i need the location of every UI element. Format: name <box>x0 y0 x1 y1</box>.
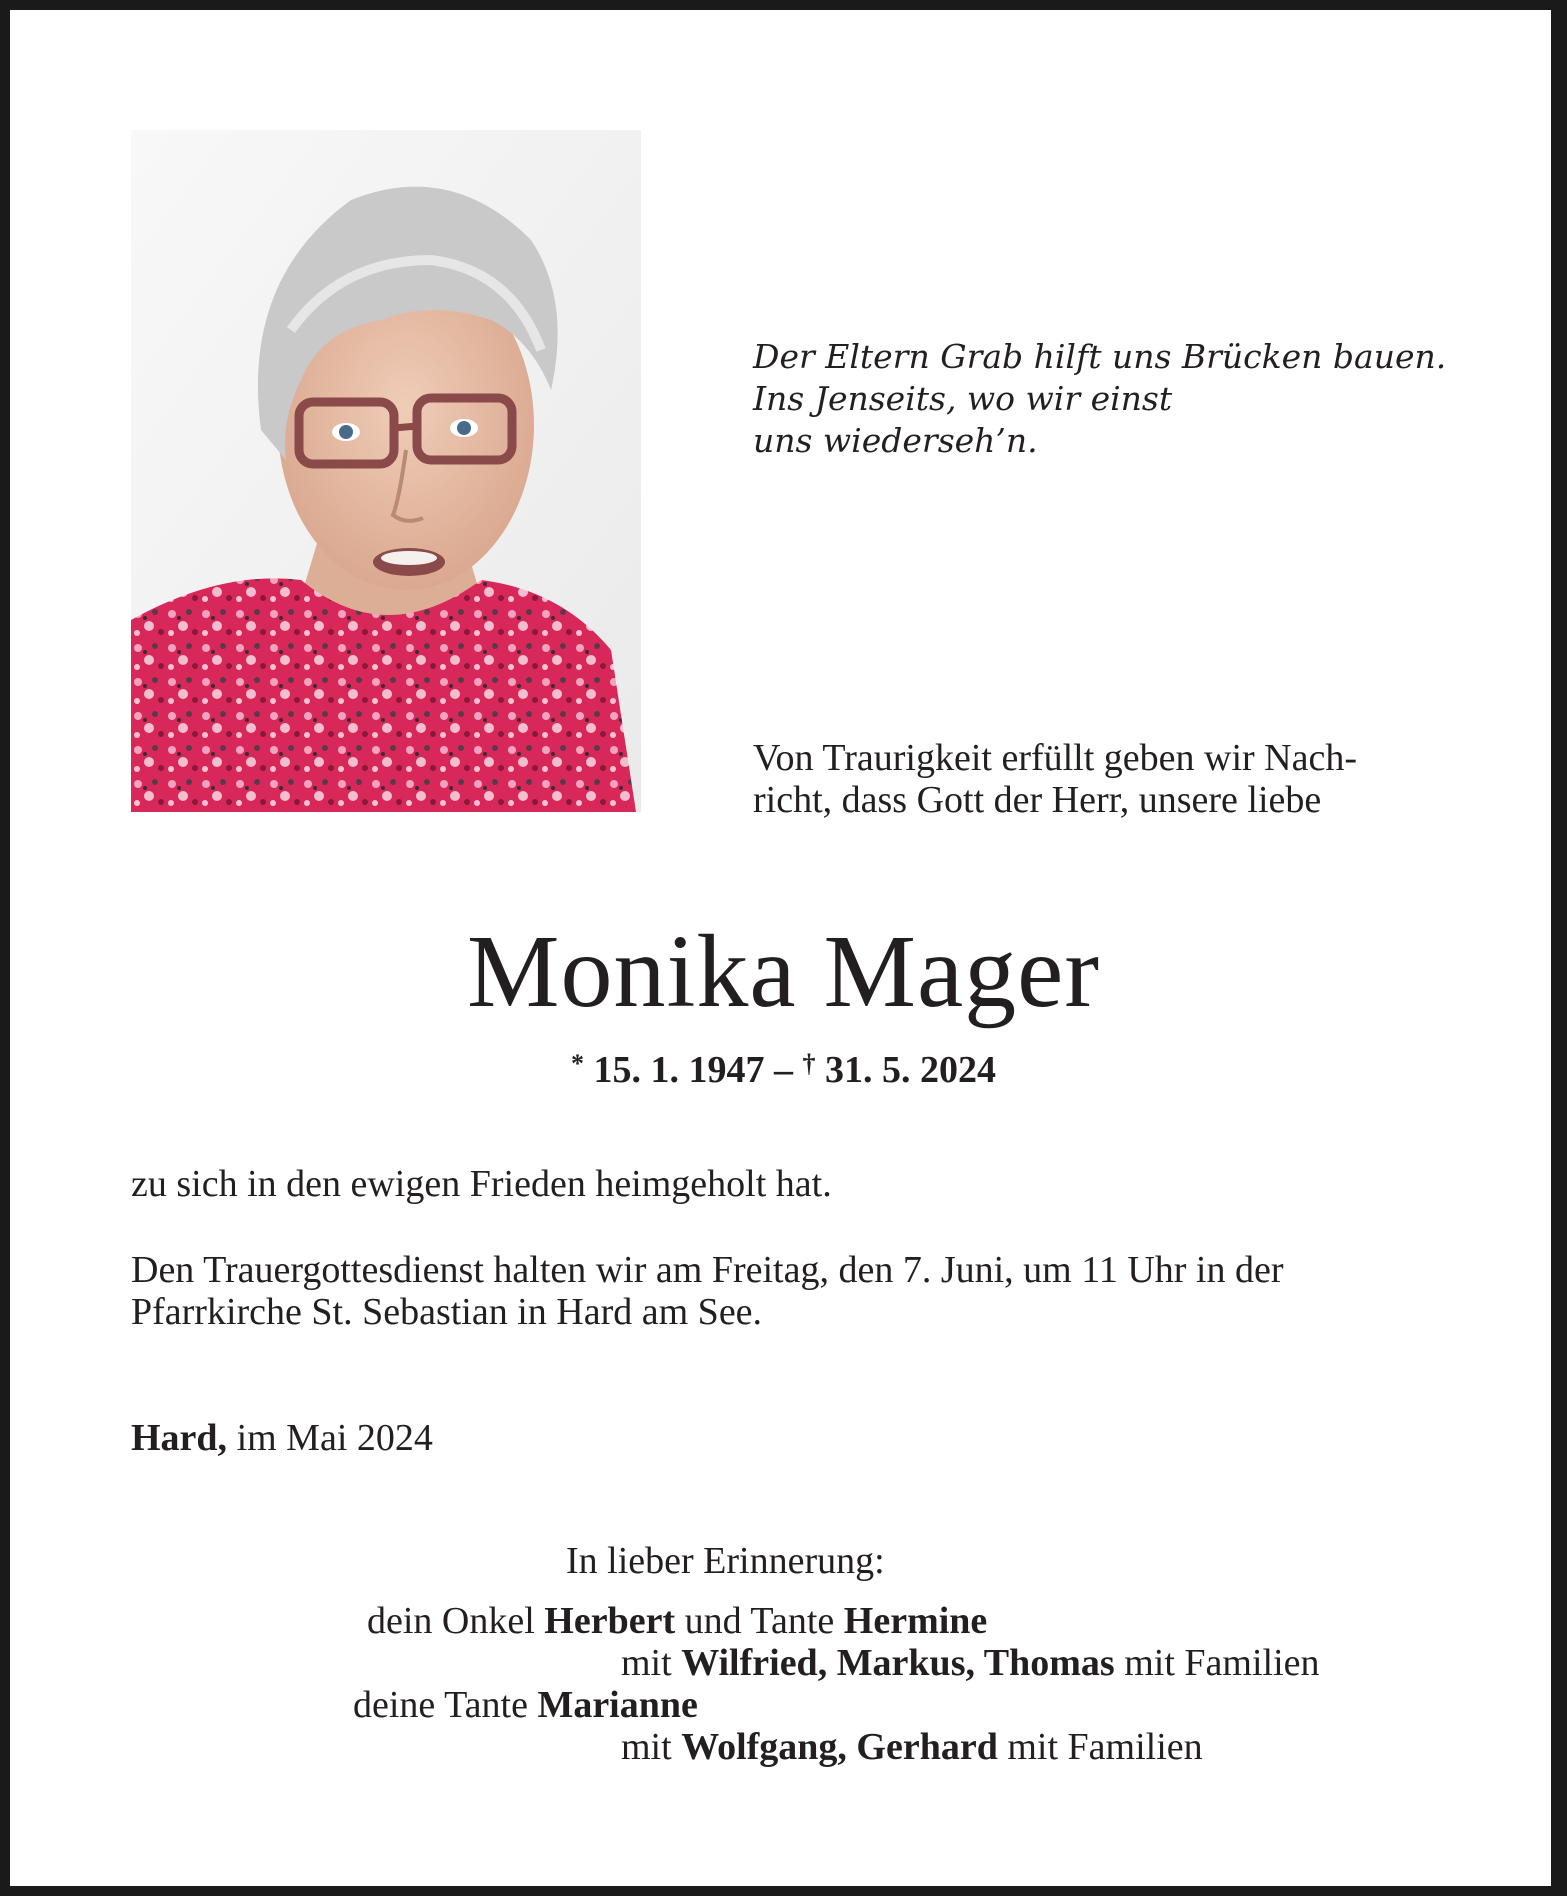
service-line: Pfarrkirche St. Sebastian in Hard am See. <box>131 1291 763 1333</box>
memory-names: Wolfgang, Gerhard <box>681 1726 998 1768</box>
memory-suffix: mit Familien <box>1007 1726 1203 1768</box>
memory-connector: und Tante <box>684 1600 835 1642</box>
date-dash: – <box>774 1049 793 1091</box>
place-date <box>131 1417 433 1459</box>
death-symbol: † <box>802 1049 816 1078</box>
memory-line <box>353 1684 698 1726</box>
birth-symbol: * <box>571 1049 584 1078</box>
poem <box>753 336 1446 462</box>
place: Hard, <box>131 1417 228 1459</box>
poem-line: uns wiederseh’n. <box>753 421 1038 460</box>
memory-prefix: dein Onkel <box>367 1600 535 1642</box>
death-date: 31. 5. 2024 <box>825 1049 996 1091</box>
memory-suffix: mit Familien <box>1124 1642 1320 1684</box>
memory-name: Hermine <box>843 1600 988 1642</box>
memory-prefix: mit <box>621 1642 672 1684</box>
birth-date: 15. 1. 1947 <box>593 1049 765 1091</box>
memory-name: Marianne <box>537 1684 698 1726</box>
memory-names: Wilfried, Markus, Thomas <box>681 1642 1115 1684</box>
intro-line: richt, dass Gott der Herr, unsere liebe <box>753 779 1322 821</box>
poem-line: Ins Jenseits, wo wir einst <box>753 379 1173 418</box>
service-info <box>131 1249 1284 1333</box>
deceased-name: Monika Mager <box>467 914 1100 1029</box>
poem-line: Der Eltern Grab hilft uns Brücken bauen. <box>753 337 1447 376</box>
intro-text <box>753 737 1357 821</box>
life-dates <box>0 1036 1567 1098</box>
memory-prefix: mit <box>621 1726 672 1768</box>
service-line: Den Trauergottesdienst halten wir am Freitag, den 7. Juni, um 11 Uhr in der <box>131 1249 1284 1291</box>
memory-line <box>367 1600 987 1642</box>
memory-line <box>621 1642 1320 1684</box>
memory-name: Herbert <box>544 1600 676 1642</box>
portrait-photo <box>131 130 641 812</box>
date: im Mai 2024 <box>236 1417 433 1459</box>
portrait-illustration <box>131 130 641 812</box>
intro-line: Von Traurigkeit erfüllt geben wir Nach- <box>753 737 1358 779</box>
memory-line <box>621 1726 1203 1768</box>
closing-line: zu sich in den ewigen Frieden heimgeholt hat. <box>131 1163 832 1205</box>
memory-heading: In lieber Erinnerung: <box>566 1540 885 1582</box>
memory-prefix: deine Tante <box>353 1684 528 1726</box>
